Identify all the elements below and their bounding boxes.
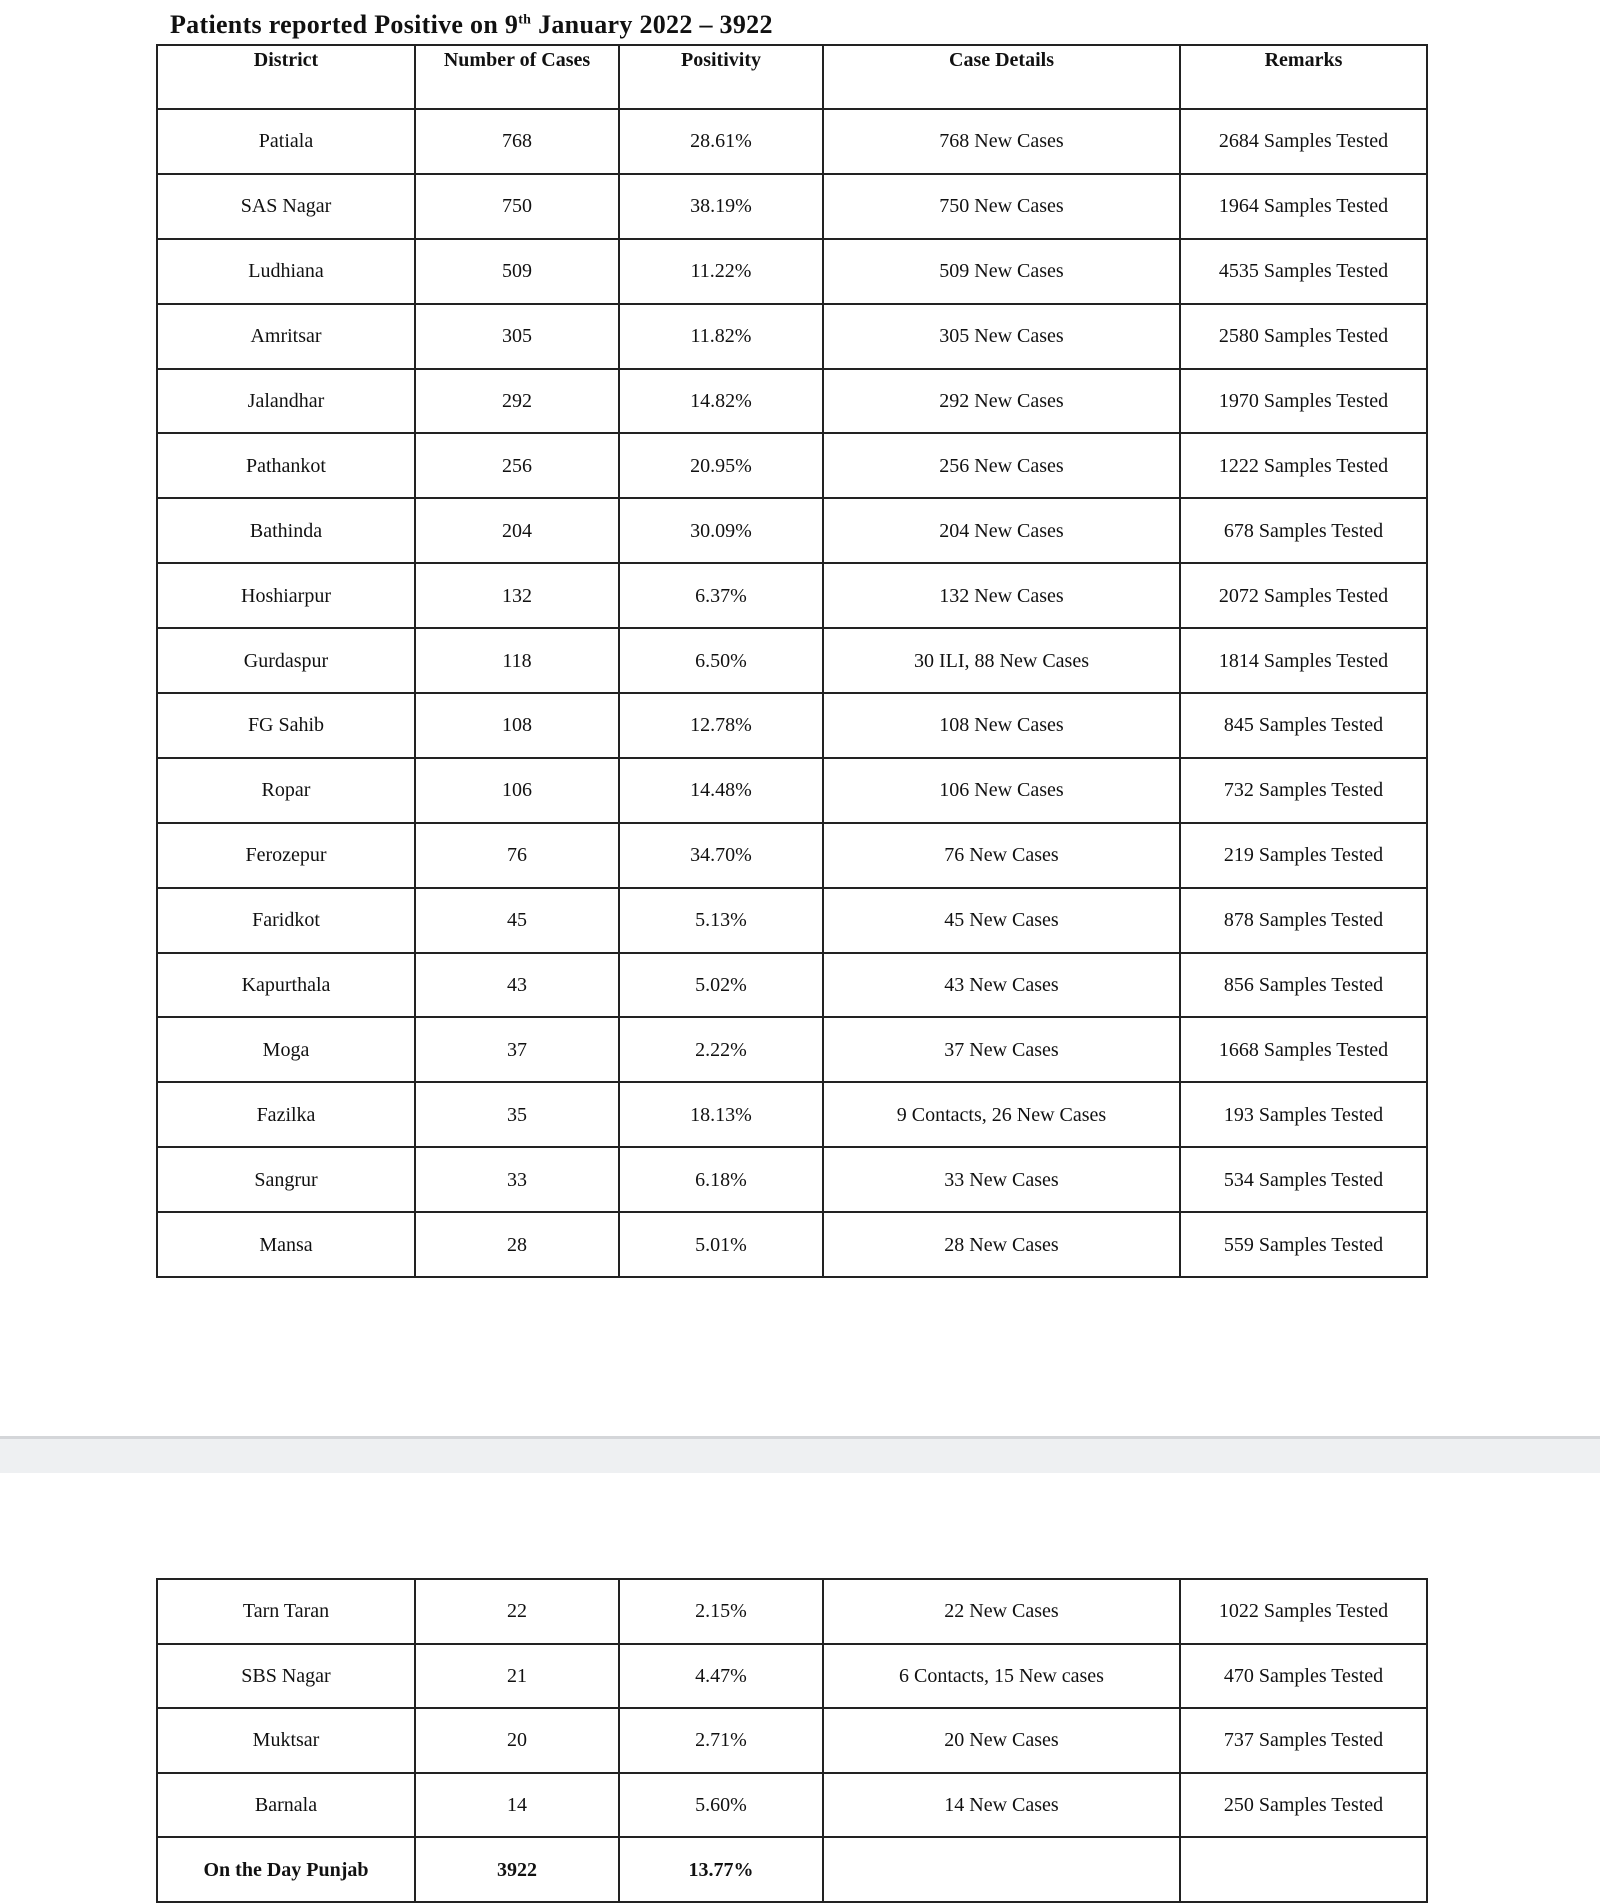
remarks-cell: 856 Samples Tested xyxy=(1180,953,1427,1018)
positivity-cell: 4.47% xyxy=(619,1644,823,1709)
title-suffix: January 2022 – 3922 xyxy=(531,10,773,39)
table-row xyxy=(157,1017,1427,1082)
district-cell: SAS Nagar xyxy=(157,174,415,239)
district-cell: Hoshiarpur xyxy=(157,563,415,628)
positivity-cell: 20.95% xyxy=(619,433,823,498)
district-cell: Faridkot xyxy=(157,888,415,953)
cases-cell: 750 xyxy=(415,174,619,239)
cases-cell: 21 xyxy=(415,1644,619,1709)
cases-table-page-2 xyxy=(156,1578,1428,1903)
district-cell: Mansa xyxy=(157,1212,415,1277)
remarks-cell: 534 Samples Tested xyxy=(1180,1147,1427,1212)
table-row xyxy=(157,953,1427,1018)
district-cell: Amritsar xyxy=(157,304,415,369)
table-row xyxy=(157,1082,1427,1147)
remarks-cell: 219 Samples Tested xyxy=(1180,823,1427,888)
cases-cell: 768 xyxy=(415,109,619,174)
header-district: District xyxy=(157,45,415,109)
case-details-cell: 20 New Cases xyxy=(823,1708,1180,1773)
table-row xyxy=(157,1773,1427,1838)
cases-cell: 118 xyxy=(415,628,619,693)
remarks-cell: 1222 Samples Tested xyxy=(1180,433,1427,498)
positivity-cell: 5.01% xyxy=(619,1212,823,1277)
positivity-cell: 28.61% xyxy=(619,109,823,174)
district-cell: Kapurthala xyxy=(157,953,415,1018)
remarks-cell: 559 Samples Tested xyxy=(1180,1212,1427,1277)
positivity-cell: 30.09% xyxy=(619,498,823,563)
positivity-cell: 6.18% xyxy=(619,1147,823,1212)
table-row xyxy=(157,239,1427,304)
header-case-details: Case Details xyxy=(823,45,1180,109)
remarks-cell: 2684 Samples Tested xyxy=(1180,109,1427,174)
district-cell: FG Sahib xyxy=(157,693,415,758)
case-details-cell: 768 New Cases xyxy=(823,109,1180,174)
cases-cell: 509 xyxy=(415,239,619,304)
district-cell: Moga xyxy=(157,1017,415,1082)
case-details-cell: 305 New Cases xyxy=(823,304,1180,369)
cases-cell: 45 xyxy=(415,888,619,953)
header-number-of-cases: Number of Cases xyxy=(415,45,619,109)
title-prefix: Patients reported Positive on 9 xyxy=(170,10,519,39)
remarks-cell: 1970 Samples Tested xyxy=(1180,369,1427,434)
total-positivity-cell: 13.77% xyxy=(619,1837,823,1902)
remarks-cell: 1668 Samples Tested xyxy=(1180,1017,1427,1082)
cases-cell: 37 xyxy=(415,1017,619,1082)
remarks-cell: 678 Samples Tested xyxy=(1180,498,1427,563)
table-row xyxy=(157,563,1427,628)
district-cell: Ferozepur xyxy=(157,823,415,888)
positivity-cell: 12.78% xyxy=(619,693,823,758)
table-row xyxy=(157,174,1427,239)
positivity-cell: 5.02% xyxy=(619,953,823,1018)
positivity-cell: 6.37% xyxy=(619,563,823,628)
case-details-cell: 37 New Cases xyxy=(823,1017,1180,1082)
case-details-cell: 30 ILI, 88 New Cases xyxy=(823,628,1180,693)
case-details-cell: 43 New Cases xyxy=(823,953,1180,1018)
cases-cell: 28 xyxy=(415,1212,619,1277)
cases-cell: 204 xyxy=(415,498,619,563)
cases-cell: 106 xyxy=(415,758,619,823)
remarks-cell: 845 Samples Tested xyxy=(1180,693,1427,758)
table-row xyxy=(157,1644,1427,1709)
table-row xyxy=(157,693,1427,758)
cases-cell: 35 xyxy=(415,1082,619,1147)
district-cell: Patiala xyxy=(157,109,415,174)
cases-cell: 256 xyxy=(415,433,619,498)
case-details-cell: 33 New Cases xyxy=(823,1147,1180,1212)
page-title xyxy=(170,10,773,40)
district-cell: Fazilka xyxy=(157,1082,415,1147)
district-cell: Sangrur xyxy=(157,1147,415,1212)
table-row xyxy=(157,628,1427,693)
remarks-cell: 1964 Samples Tested xyxy=(1180,174,1427,239)
table-row xyxy=(157,369,1427,434)
cases-cell: 76 xyxy=(415,823,619,888)
remarks-cell: 1814 Samples Tested xyxy=(1180,628,1427,693)
table-row xyxy=(157,109,1427,174)
total-cases-cell: 3922 xyxy=(415,1837,619,1902)
positivity-cell: 2.22% xyxy=(619,1017,823,1082)
remarks-cell: 732 Samples Tested xyxy=(1180,758,1427,823)
positivity-cell: 5.13% xyxy=(619,888,823,953)
district-cell: Tarn Taran xyxy=(157,1579,415,1644)
total-row xyxy=(157,1837,1427,1902)
positivity-cell: 14.82% xyxy=(619,369,823,434)
remarks-cell: 4535 Samples Tested xyxy=(1180,239,1427,304)
case-details-cell: 45 New Cases xyxy=(823,888,1180,953)
case-details-cell: 132 New Cases xyxy=(823,563,1180,628)
remarks-cell: 250 Samples Tested xyxy=(1180,1773,1427,1838)
case-details-cell: 106 New Cases xyxy=(823,758,1180,823)
district-cell: Jalandhar xyxy=(157,369,415,434)
header-remarks: Remarks xyxy=(1180,45,1427,109)
cases-cell: 132 xyxy=(415,563,619,628)
district-cell: Ludhiana xyxy=(157,239,415,304)
case-details-cell: 292 New Cases xyxy=(823,369,1180,434)
table-row xyxy=(157,433,1427,498)
remarks-cell: 193 Samples Tested xyxy=(1180,1082,1427,1147)
table-row xyxy=(157,1147,1427,1212)
positivity-cell: 5.60% xyxy=(619,1773,823,1838)
positivity-cell: 14.48% xyxy=(619,758,823,823)
case-details-cell: 6 Contacts, 15 New cases xyxy=(823,1644,1180,1709)
district-cell: Ropar xyxy=(157,758,415,823)
positivity-cell: 11.82% xyxy=(619,304,823,369)
title-superscript: th xyxy=(518,12,532,28)
page-separator xyxy=(0,1436,1600,1473)
remarks-cell: 1022 Samples Tested xyxy=(1180,1579,1427,1644)
table-row xyxy=(157,888,1427,953)
remarks-cell: 737 Samples Tested xyxy=(1180,1708,1427,1773)
district-cell: Gurdaspur xyxy=(157,628,415,693)
positivity-cell: 11.22% xyxy=(619,239,823,304)
cases-cell: 292 xyxy=(415,369,619,434)
remarks-cell: 878 Samples Tested xyxy=(1180,888,1427,953)
cases-cell: 14 xyxy=(415,1773,619,1838)
cases-cell: 108 xyxy=(415,693,619,758)
positivity-cell: 38.19% xyxy=(619,174,823,239)
case-details-cell: 28 New Cases xyxy=(823,1212,1180,1277)
cases-cell: 43 xyxy=(415,953,619,1018)
table-row xyxy=(157,758,1427,823)
case-details-cell: 256 New Cases xyxy=(823,433,1180,498)
header-positivity: Positivity xyxy=(619,45,823,109)
positivity-cell: 18.13% xyxy=(619,1082,823,1147)
district-cell: Barnala xyxy=(157,1773,415,1838)
remarks-cell: 2072 Samples Tested xyxy=(1180,563,1427,628)
remarks-cell: 2580 Samples Tested xyxy=(1180,304,1427,369)
total-case-details-cell xyxy=(823,1837,1180,1902)
table-row xyxy=(157,1708,1427,1773)
case-details-cell: 204 New Cases xyxy=(823,498,1180,563)
district-cell: Muktsar xyxy=(157,1708,415,1773)
case-details-cell: 108 New Cases xyxy=(823,693,1180,758)
case-details-cell: 750 New Cases xyxy=(823,174,1180,239)
case-details-cell: 76 New Cases xyxy=(823,823,1180,888)
case-details-cell: 22 New Cases xyxy=(823,1579,1180,1644)
district-cell: Pathankot xyxy=(157,433,415,498)
total-label-cell: On the Day Punjab xyxy=(157,1837,415,1902)
cases-table-page-1 xyxy=(156,44,1428,1278)
cases-cell: 20 xyxy=(415,1708,619,1773)
table-row xyxy=(157,304,1427,369)
district-cell: Bathinda xyxy=(157,498,415,563)
table-row xyxy=(157,1212,1427,1277)
district-cell: SBS Nagar xyxy=(157,1644,415,1709)
remarks-cell: 470 Samples Tested xyxy=(1180,1644,1427,1709)
table-header-row xyxy=(157,45,1427,109)
total-remarks-cell xyxy=(1180,1837,1427,1902)
table-row xyxy=(157,823,1427,888)
case-details-cell: 14 New Cases xyxy=(823,1773,1180,1838)
cases-cell: 305 xyxy=(415,304,619,369)
case-details-cell: 9 Contacts, 26 New Cases xyxy=(823,1082,1180,1147)
table-row xyxy=(157,498,1427,563)
positivity-cell: 2.15% xyxy=(619,1579,823,1644)
cases-cell: 22 xyxy=(415,1579,619,1644)
positivity-cell: 34.70% xyxy=(619,823,823,888)
table-row xyxy=(157,1579,1427,1644)
case-details-cell: 509 New Cases xyxy=(823,239,1180,304)
positivity-cell: 2.71% xyxy=(619,1708,823,1773)
positivity-cell: 6.50% xyxy=(619,628,823,693)
cases-cell: 33 xyxy=(415,1147,619,1212)
